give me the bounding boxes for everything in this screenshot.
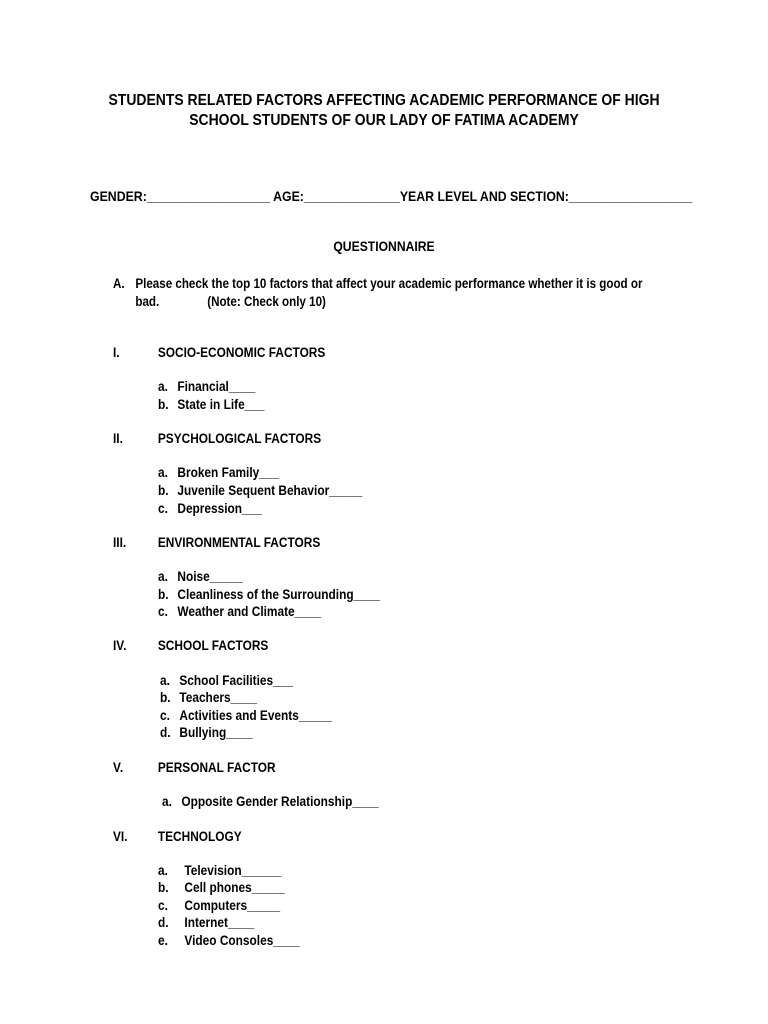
instruction-text-2: bad. [135,293,160,309]
instruction-block [113,275,663,310]
section-number: III. [113,535,127,550]
section-number: V. [113,760,124,775]
item-label: Activities and Events_____ [179,708,332,723]
instruction-letter: A. [113,276,125,291]
item-letter: b. [160,690,171,705]
item-letter: b. [158,587,169,602]
item-label: Broken Family___ [177,465,280,480]
item-letter: c. [158,501,168,516]
item-letter: d. [160,725,171,740]
item-letter: d. [158,915,169,930]
item-label: Juvenile Sequent Behavior_____ [177,483,363,498]
item-label: Bullying____ [179,725,253,740]
item-label: Television______ [184,863,282,878]
section-title: SOCIO-ECONOMIC FACTORS [157,345,326,360]
title-line-1: STUDENTS RELATED FACTORS AFFECTING ACADEMIC PERFORMANCE OF HIGH [108,92,660,109]
item-letter: a. [162,794,172,809]
item-label: Weather and Climate____ [177,604,322,619]
item-letter: a. [158,379,168,394]
section-number: II. [113,431,123,446]
item-letter: a. [158,569,168,584]
item-letter: b. [158,397,169,412]
item-label: Video Consoles____ [184,933,300,948]
item-letter: c. [158,604,168,619]
item-letter: e. [158,933,168,948]
section-title: TECHNOLOGY [157,829,242,844]
section-number: IV. [113,638,127,653]
document-title [38,91,729,130]
item-label: Teachers____ [179,690,258,705]
item-label: Financial____ [177,379,256,394]
item-label: Opposite Gender Relationship____ [181,794,379,809]
item-letter: b. [158,483,169,498]
section-number: VI. [113,829,128,844]
item-label: Cleanliness of the Surrounding____ [177,587,381,602]
section-number: I. [113,345,120,360]
item-letter: c. [160,708,170,723]
item-letter: a. [158,863,168,878]
instruction-line-2 [135,293,663,311]
item-label: State in Life___ [177,397,265,412]
item-letter: a. [160,673,170,688]
section-title: ENVIRONMENTAL FACTORS [157,535,321,550]
item-label: Internet____ [184,915,255,930]
item-letter: c. [158,898,168,913]
section-title: PERSONAL FACTOR [157,760,276,775]
section-title: PSYCHOLOGICAL FACTORS [157,431,322,446]
title-line-2: SCHOOL STUDENTS OF OUR LADY OF FATIMA ACADEMY [189,111,579,129]
item-label: Depression___ [177,501,262,516]
respondent-fields[interactable]: GENDER:__________________ AGE:______________YEAR LEVEL AND SECTION:__________________ [90,188,693,204]
item-label: Cell phones_____ [184,880,285,895]
item-label: Noise_____ [177,569,243,584]
instruction-note: (Note: Check only 10) [207,293,326,309]
instruction-text: Please check the top 10 factors that affect your academic performance whether it is good or [135,276,643,291]
item-letter: b. [158,880,169,895]
item-label: School Facilities___ [179,673,293,688]
questionnaire-heading: QUESTIONNAIRE [333,239,435,254]
section-title: SCHOOL FACTORS [157,638,269,653]
item-label: Computers_____ [184,898,281,913]
item-letter: a. [158,465,168,480]
